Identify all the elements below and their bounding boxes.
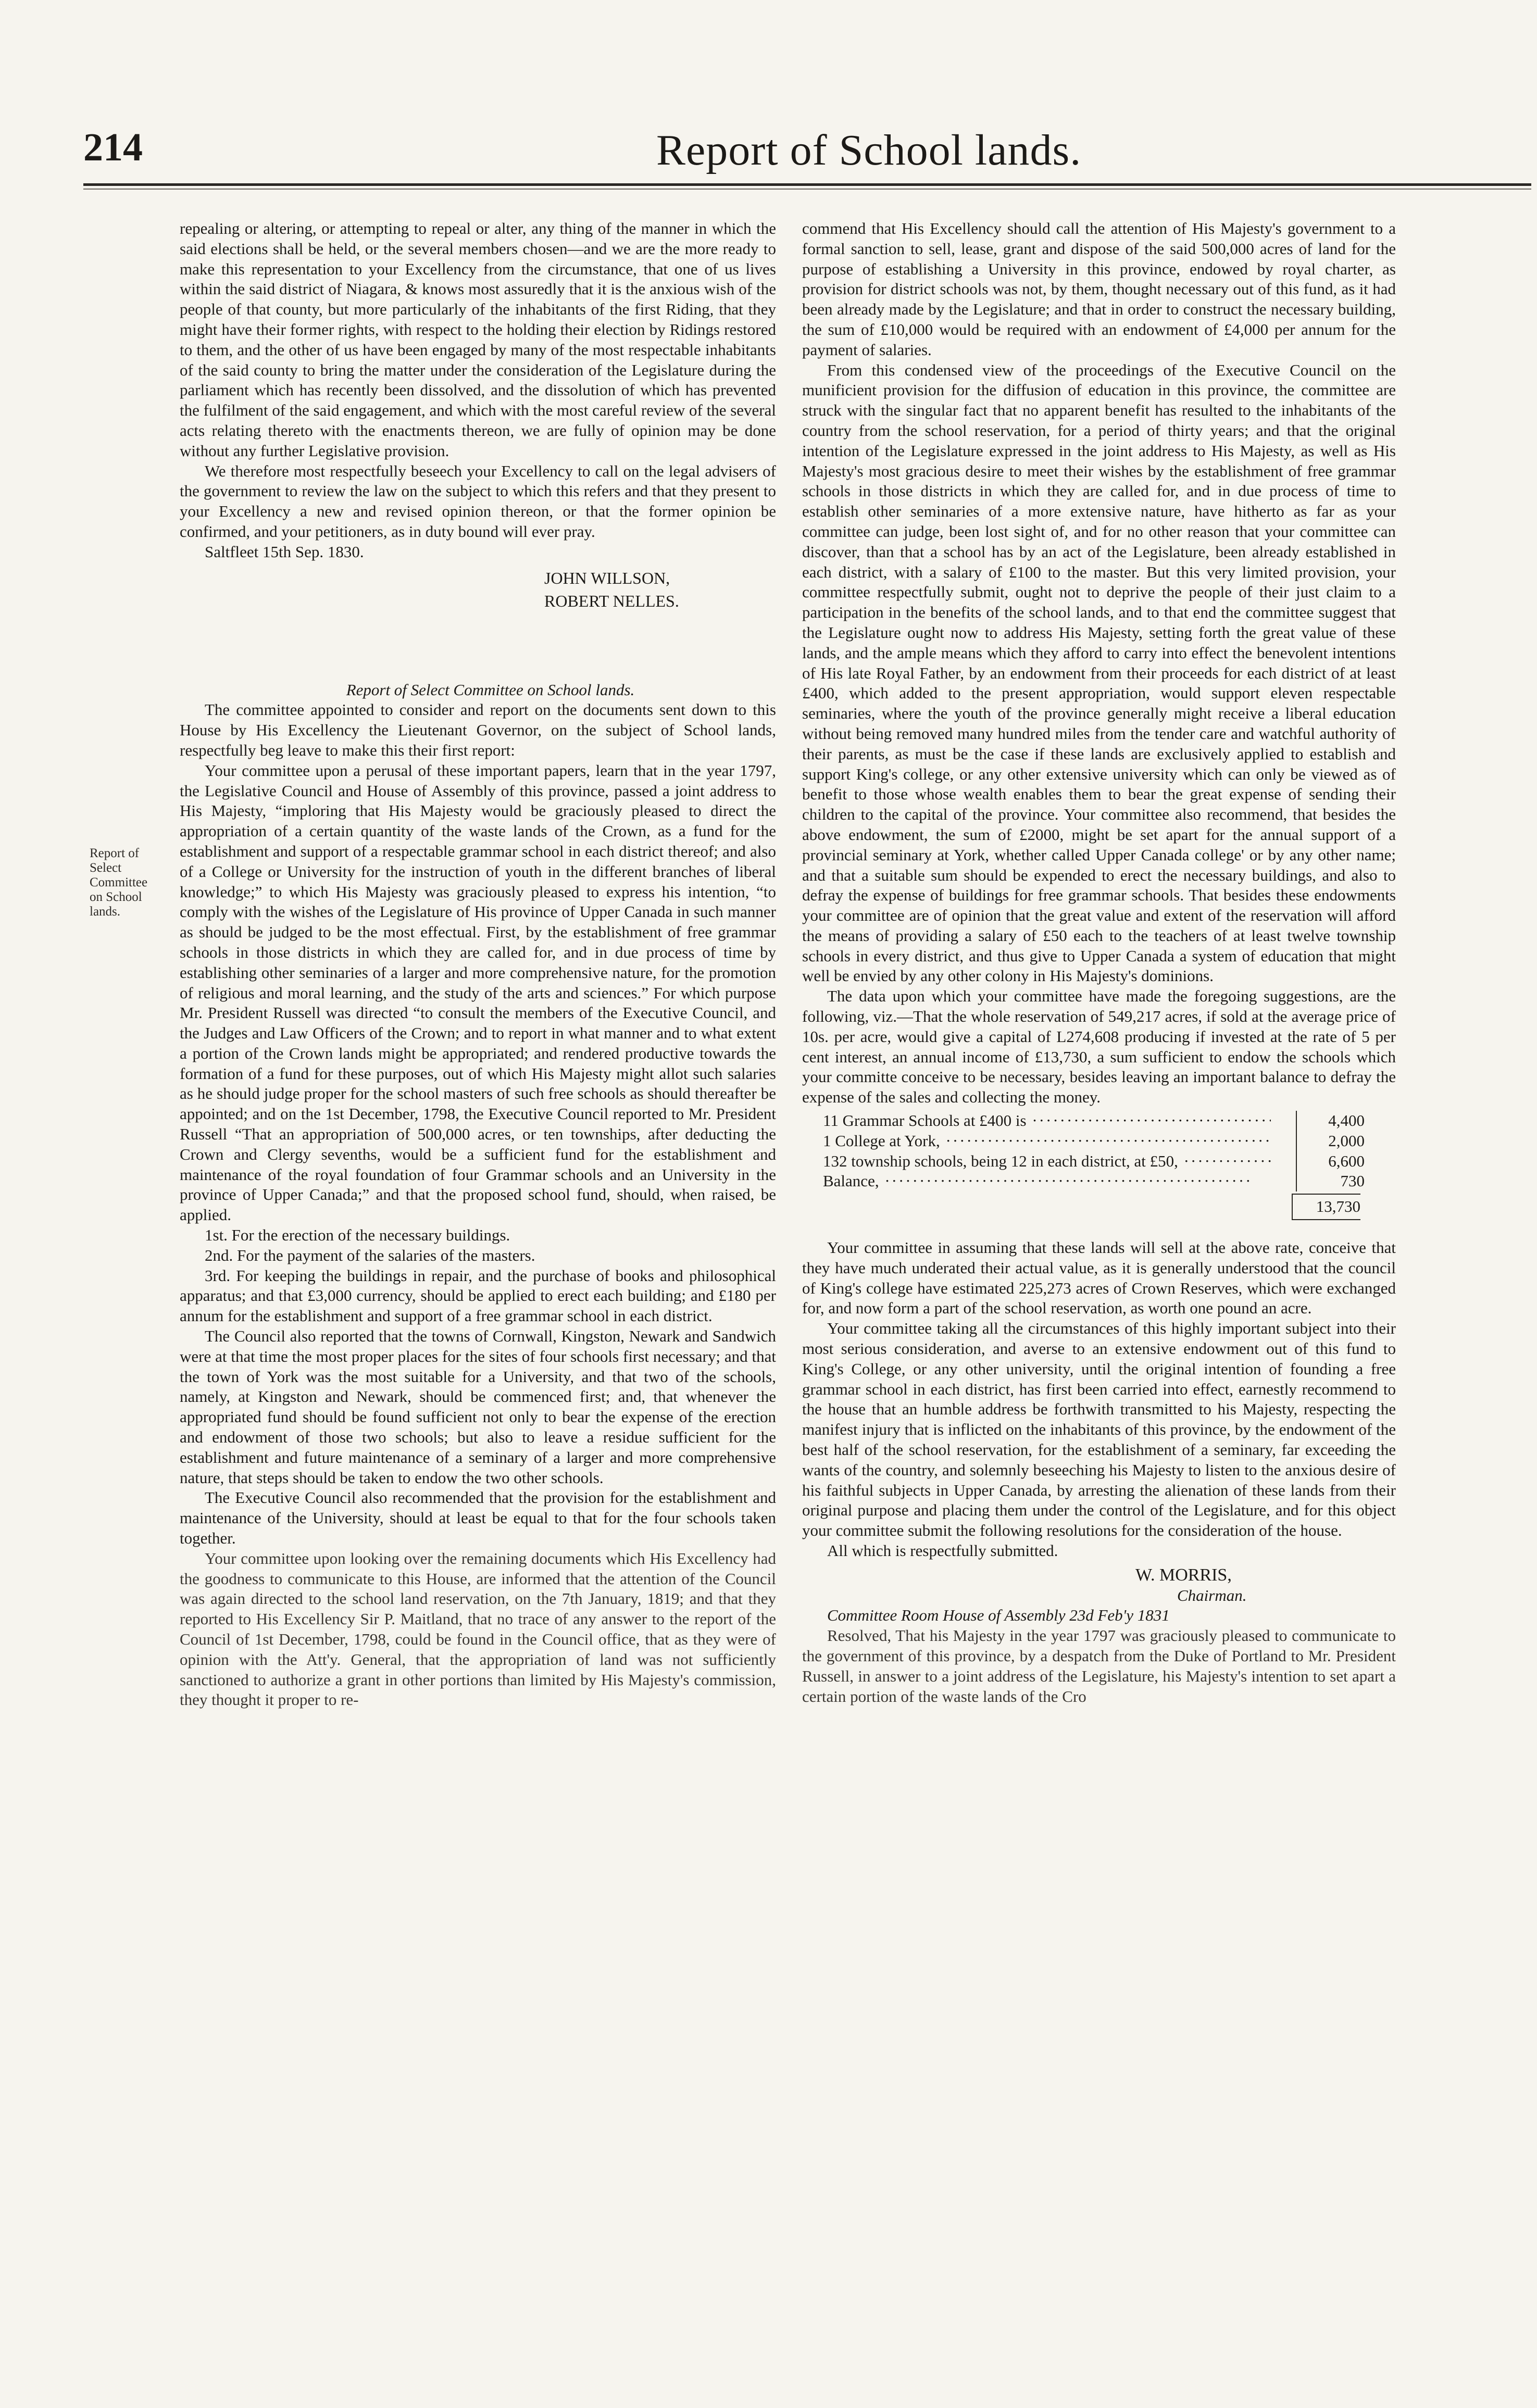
report-paragraph-recommendation: Your committee taking all the circumstances of this highly important subject into their most serious consideration, and averse to an extensive endowment out of this fund to King's College, or any other university, until the original intention of founding a free grammar school in each district, has first been carried into effect, earnestly recommend to the house that an humble address be forthwith transmitted to his Majesty, respecting the manifest injury that is inflicted on the inhabitants of this province, by the endowment of the best half of the school reservation, for the establishment of a seminary, far exceeding the wants of the country, and solemnly beseeching his Majesty to listen to the anxious desire of his faithful subjects in Upper Canada, by arresting the alienation of these lands from their original purpose and placing them under the control of the Legislature, and for this object your committee submit the following resolutions for the consideration of the house. — [802, 1319, 1396, 1540]
page-number: 214 — [83, 126, 143, 169]
figure-label: 11 Grammar Schools at £400 is ····· — [823, 1111, 1271, 1131]
petition-dateline: Saltfleet 15th Sep. 1830. — [205, 542, 364, 561]
running-head: Report of School lands. — [656, 126, 1082, 174]
report-paragraph-intro: The committee appointed to consider and report on the documents sent down to this House by His Excellency the Lieutenant Governor, on the subject of School lands, respectfully beg leave to make this their first report: — [180, 700, 776, 759]
report-paragraph-history: Your committee upon a perusal of these important papers, learn that in the year 1797, the Legislative Council and House of Assembly of this province, passed a joint address to His Majesty, “imploring that His Majesty would be graciously pleased to direct the appropriation of a certain quantity of the waste lands of the Crown, as a fund for the establishment and support of a respectable grammar school in each district thereof; and also of a College or University for the instruction of youth in the different branches of liberal knowledge;” to which His Majesty was graciously pleased to express his intention, “to comply with the wishes of the Legislature of His province of Upper Canada in such manner as should be judged to be the most effectual. First, by the establishment of free grammar schools in those districts in which they are called for, and in due process of time by establishing other seminaries of a larger and more comprehensive nature, for the promotion of religious and moral learning, and the study of the arts and sciences.” For which purpose Mr. President Russell was directed “to consult the members of the Executive Council, and the Judges and Law Officers of the Crown; and to report in what manner and to what extent a portion of the Crown lands might be appropriated; and rendered productive towards the formation of a fund for these purposes, out of which His Majesty might allot such salaries as he should judge proper for the school masters of such free schools as should thereafter be appointed; and on the 1st December, 1798, the Executive Council reported to Mr. President Russell “That an appropriation of 500,000 acres, or ten townships, after deducting the Crown and Clergy sevenths, would be a sufficient fund for the establishment and maintenance of the royal foundation of four Grammar schools and an University in the province of Upper Canada;” and that the proposed school fund, should, when raised, be applied. — [180, 761, 776, 1224]
margin-note: Report of Select Committee on School lands. — [90, 846, 148, 919]
list-item-first: 1st. For the erection of the necessary buildings. — [205, 1226, 510, 1245]
table-row — [823, 1171, 1365, 1192]
left-column — [180, 219, 776, 1710]
figure-value: 730 — [1296, 1171, 1365, 1192]
resolution-paragraph: Resolved, That his Majesty in the year 1797 was graciously pleased to communicate to the government of this province, by a despatch from the Duke of Portland to Mr. President Russell, in answer to a joint address of the Legislature, his Majesty's intention to set apart a certain portion of the waste lands of the Cro — [802, 1626, 1396, 1705]
right-column — [802, 219, 1396, 1707]
chairman-role: Chairman. — [1177, 1586, 1247, 1604]
petition-signatures — [544, 567, 776, 612]
report-submitted-line: All which is respectfully submitted. — [827, 1541, 1058, 1560]
section-gap — [180, 612, 776, 680]
figures-total: 13,730 — [1292, 1194, 1360, 1220]
figure-label: 132 township schools, being 12 in each district, at £50, ····· — [823, 1151, 1271, 1172]
table-row — [823, 1131, 1365, 1151]
header-rule — [83, 183, 1531, 186]
page-header — [83, 125, 1396, 187]
figures-table — [823, 1111, 1365, 1220]
report-paragraph-valuation: Your committee in assuming that these lands will sell at the above rate, conceive that they have much underated their actual value, as it is generally understood that the council of King's college have estimated 225,273 acres of Crown Reserves, which were exchanged for, and now form a part of the school reservation, as worth one pound an acre. — [802, 1238, 1396, 1318]
report-paragraph-council-towns: The Council also reported that the towns of Cornwall, Kingston, Newark and Sandwich were at that time the most proper places for the sites of four schools first necessary; and that the town of York was the most suitable for a University, and that two of the schools, namely, at Kingston and Newark, should be commenced first; and, that whenever the appropriated fund should be found sufficient not only to bear the expense of the erection and endowment of those two schools; but also to leave a residue sufficient for the establishment and future maintenance of a seminary of a larger and more comprehensive nature, that steps should be taken to endow the two other schools. — [180, 1327, 776, 1487]
chairman-signature — [802, 1565, 1396, 1606]
committee-room-dateline: Committee Room House of Assembly 23d Feb'y 1831 — [827, 1606, 1170, 1625]
figure-label: 1 College at York, ····· — [823, 1131, 1271, 1151]
list-item-third: 3rd. For keeping the buildings in repair, and the purchase of books and philosophical apparatus; and that £3,000 currency, should be applied to erect each building; and £180 per annum for the establishment and support of a free grammar school in each district. — [180, 1266, 776, 1325]
report-paragraph-university: The Executive Council also recommended that the provision for the establishment and maintenance of the University, should at least be equal to that for the four schools taken together. — [180, 1488, 776, 1548]
figure-value: 4,400 — [1296, 1111, 1365, 1131]
petition-paragraph-1: repealing or altering, or attempting to repeal or alter, any thing of the manner in which the said elections shall be held, or the several members chosen—and we are the more ready to make this representation to your Excellency from the circumstance, that one of us lives within the said district of Niagara, & knows most assuredly that it is the anxious wish of the people of that county, but more particularly of the inhabitants of the first Riding, that they might have their former rights, with respect to the holding their election by Ridings restored to them, and the other of us have been engaged by many of the most respectable inhabitants of the said county to bring the matter under the consideration of the Legislature during the parliament which has recently been dissolved, and the dissolution of which has prevented the fulfilment of the said engagement, and which with the most careful review of the several acts relating thereto with the enactments thereon, we are fully of opinion may be done without any further Legislative provision. — [180, 219, 776, 460]
report-paragraph-continued: commend that His Excellency should call the attention of His Majesty's government to a formal sanction to sell, lease, grant and dispose of the said 500,000 acres of land for the purpose of establishing a University in this province, endowed by royal charter, as provision for district schools was not, by them, thought necessary out of this fund, as it had been already made by the Legislature; and that in order to construct the necessary building, the sum of £10,000 would be required with an endowment of £4,000 per annum for the payment of salaries. — [802, 219, 1396, 359]
report-paragraph-condensed-view: From this condensed view of the proceedings of the Executive Council on the munificient provision for the diffusion of education in this province, the committee are struck with the singular fact that no apparent benefit has resulted to the inhabitants of the country from the school reservation, for a period of thirty years; and that the original intention of the Legislature expressed in the joint address to His Majesty, as well as His Majesty's most gracious desire to meet their wishes by the establishment of free grammar schools in those districts in which they are called for, and in due process of time to establish other seminaries of a more extensive nature, have hitherto as far as your committee can judge, been lost sight of, and for no other reason that your committee can discover, than that a school has by an act of the Legislature, been already established in each district, with a salary of £100 to the master. But this very limited provision, your committee respectfully submit, ought not to deprive the people of their just claim to a participation in the benefits of the school lands, and to that end the committee suggest that the Legislature ought now to address His Majesty, setting forth the great value of these lands, and the ample means which they afford to carry into effect the benevolent intentions of His late Royal Father, by an endowment from their proceeds for each district of at least £400, which added to the present appropriation, would support eleven respectable seminaries, where the youth of the province generally might receive a liberal education without being removed many hundred miles from the tender care and watchful authority of their parents, as must be the case if these lands are exclusively applied to establish and support King's college, or any other extensive university which can only be viewed as of benefit to those whose wealth enables them to bear the great expense of sending their children to the capital of the province. Your committee also recommend, that besides the above endowment, the sum of £2000, might be set apart for the annual support of a provincial seminary at York, whether called Upper Canada college' or by any other name; and that a suitable sum should be expended to erect the necessary buildings, and also to defray the expense of buildings for free grammar schools. That besides these endowments your committee are of opinion that the great value and extent of the reservation will afford the means of providing a salary of £50 each to the teachers of at least twelve township schools in every district, and thus give to Upper Canada a system of education that might well be envied by any other colony in His Majesty's dominions. — [802, 360, 1396, 985]
chairman-name: W. MORRIS, — [1135, 1565, 1232, 1585]
signature-robert-nelles: ROBERT NELLES. — [544, 591, 679, 610]
header-rule-thin — [83, 189, 1531, 190]
figure-label: Balance, ····· — [823, 1171, 1271, 1192]
report-paragraph-documents: Your committee upon looking over the remaining documents which His Excellency had the goodness to communicate to this House, are informed that the attention of the Council was again directed to the school land reservation, on the 7th January, 1819; and that they reported to His Excellency Sir P. Maitland, that no trace of any answer to the report of the Council of 1st December, 1798, could be found in the Council office, that as they were of opinion with the Att'y. General, that the appropriation of land was not sufficiently sanctioned to authorize a grant in other portions than limited by His Majesty's commission, they thought it proper to re- — [180, 1549, 776, 1709]
figure-value: 6,600 — [1296, 1151, 1365, 1172]
report-paragraph-data: The data upon which your committee have made the foregoing suggestions, are the following, viz.—That the whole reservation of 549,217 acres, if sold at the average price of 10s. per acre, would give a capital of L274,608 producing if invested at the rate of 5 per cent interest, an annual income of £13,730, a sum sufficient to endow the schools which your committe conceive to be necessary, besides leaving an important balance to defray the expense of the sales and collecting the money. — [802, 987, 1396, 1107]
figure-value: 2,000 — [1296, 1131, 1365, 1151]
signature-john-willson: JOHN WILLSON, — [544, 568, 670, 587]
report-section-title: Report of Select Committee on School lands. — [346, 680, 635, 699]
table-row — [823, 1151, 1365, 1172]
list-item-second: 2nd. For the payment of the salaries of the masters. — [205, 1246, 535, 1264]
petition-paragraph-2: We therefore most respectfully beseech your Excellency to call on the legal advisers of the government to review the law on the subject to which this refers and that they present to your Excellency a new and revised opinion thereon, or that the former opinion be confirmed, and your petitioners, as in duty bound will ever pray. — [180, 461, 776, 541]
table-row — [823, 1111, 1365, 1131]
